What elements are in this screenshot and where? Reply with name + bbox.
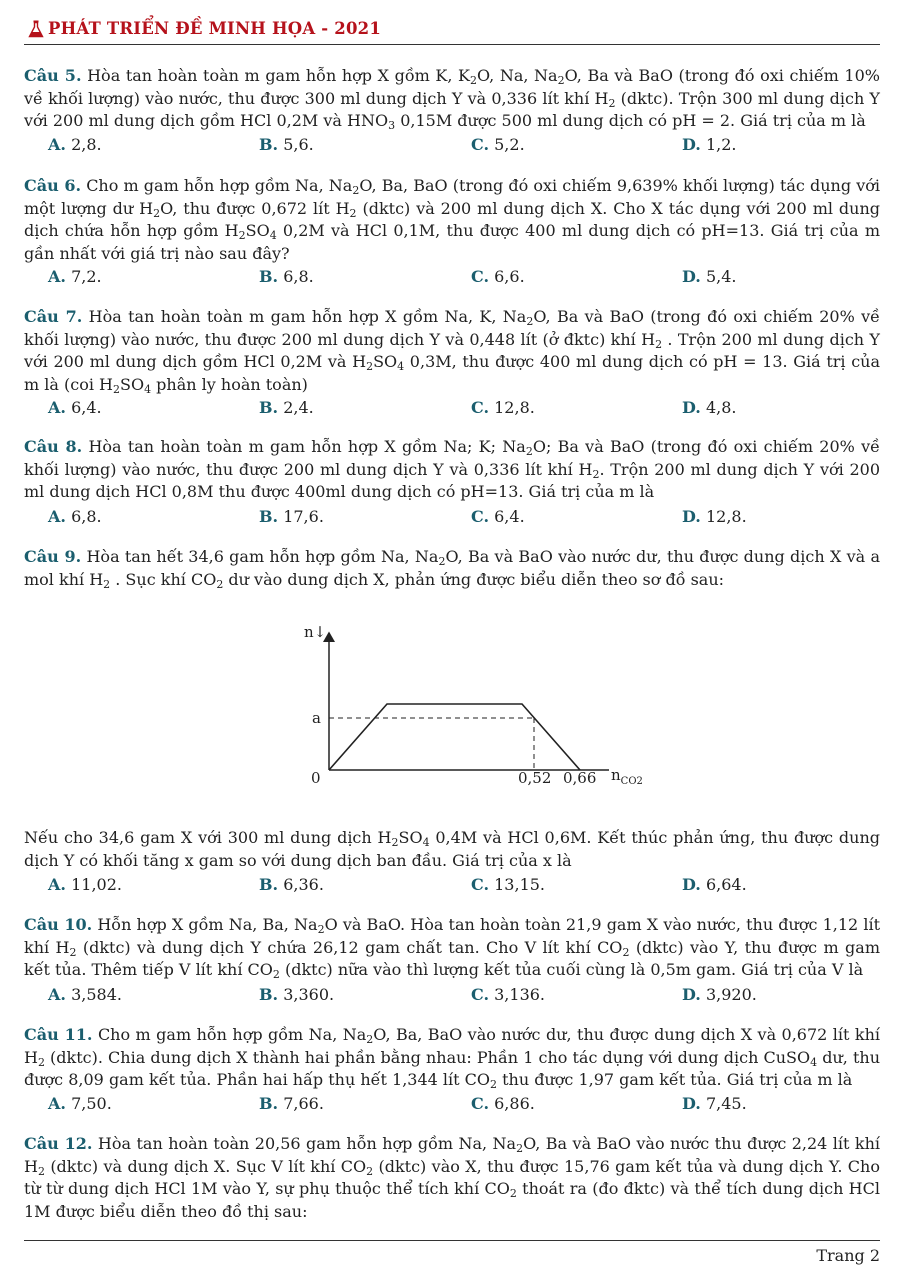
question-number: Câu 10. xyxy=(24,915,93,934)
option-a[interactable]: A. 7,50. xyxy=(48,1094,112,1113)
flask-icon xyxy=(28,20,44,38)
question-number: Câu 12. xyxy=(24,1134,93,1153)
page xyxy=(24,0,880,1280)
option-a[interactable]: A. 11,02. xyxy=(48,875,122,894)
option-c[interactable]: C. 13,15. xyxy=(471,875,546,894)
option-d[interactable]: D. 1,2. xyxy=(682,135,737,154)
footer-divider xyxy=(24,1240,880,1241)
question-8: Câu 8. Hòa tan hoàn toàn m gam hỗn hợp X gồm Na; K; $Na_2O$; Ba và BaO (trong đó oxi chiếm 20% về khối lượng) vào nước, thu được 200 ml dung dịch Y và 0,336 lít khí $H_2$. Trộn 200 ml dung dịch Y với 200 ml dung dịch HCl 0,8M thu được 400ml dung dịch có pH=13. Giá trị của m là xyxy=(24,437,880,501)
option-a[interactable]: A. 2,8. xyxy=(48,135,102,154)
question-12: Câu 12. Hòa tan hoàn toàn 20,56 gam hỗn hợp gồm Na, $Na_2O$, Ba và BaO vào nước thu được 2,24 lít khí $H_2$ (dktc) và dung dịch X. Sục V lít khí $CO_2$ (dktc) vào X, thu được 15,76 gam kết tủa và dung dịch Y. Cho từ từ dung dịch HCl 1M vào Y, sự phụ thuộc thể tích khí $CO_2$ thoát ra (đo đktc) và thể tích dung dịch HCl 1M được biểu diễn theo đồ thị sau: xyxy=(24,1134,881,1221)
question-number: Câu 9. xyxy=(24,547,82,566)
x-tick-052: 0,52 xyxy=(518,769,552,787)
option-c[interactable]: C. 12,8. xyxy=(471,398,535,417)
origin-label: 0 xyxy=(311,769,321,787)
answer-options xyxy=(24,507,880,531)
option-d[interactable]: D. 7,45. xyxy=(682,1094,747,1113)
question-6: Câu 6. Cho m gam hỗn hợp gồm Na, $Na_2O$, Ba, BaO (trong đó oxi chiếm 9,639% khối lượng) tác dụng với một lượng dư $H_2O$, thu được 0,672 lít $H_2$ (dktc) và 200 ml dung dịch X. Cho X tác dụng với 200 ml dung dịch chứa hỗn hợp gồm $H_2SO_4$ 0,2M và HCl 0,1M, thu được 400 ml dung dịch có pH=13. Giá trị của m gần nhất với giá trị nào sau đây? xyxy=(24,176,881,263)
question-number: Câu 6. xyxy=(24,176,82,195)
question-9-continuation: Nếu cho 34,6 gam X với 300 ml dung dịch $H_2SO_4$ 0,4M và HCl 0,6M. Kết thúc phản ứng, thu được dung dịch Y có khối tăng x gam so với dung dịch ban đầu. Giá trị của x là xyxy=(24,828,881,870)
option-d[interactable]: D. 6,64. xyxy=(682,875,747,894)
option-a[interactable]: A. 6,8. xyxy=(48,507,102,526)
option-a[interactable]: A. 6,4. xyxy=(48,398,102,417)
option-b[interactable]: B. 2,4. xyxy=(259,398,314,417)
option-a[interactable]: A. 3,584. xyxy=(48,985,122,1004)
option-c[interactable]: C. 6,4. xyxy=(471,507,525,526)
y-tick-a: a xyxy=(312,709,321,727)
option-b[interactable]: B. 3,360. xyxy=(259,985,335,1004)
option-b[interactable]: B. 17,6. xyxy=(259,507,324,526)
option-b[interactable]: B. 5,6. xyxy=(259,135,314,154)
answer-options xyxy=(24,135,880,159)
option-d[interactable]: D. 12,8. xyxy=(682,507,747,526)
question-number: Câu 7. xyxy=(24,307,83,326)
header xyxy=(24,16,880,45)
page-title: PHÁT TRIỂN ĐỀ MINH HỌA - 2021 xyxy=(48,19,381,38)
answer-options xyxy=(24,985,880,1009)
answer-options xyxy=(24,398,880,422)
option-b[interactable]: B. 6,36. xyxy=(259,875,324,894)
option-b[interactable]: B. 7,66. xyxy=(259,1094,324,1113)
question-number: Câu 11. xyxy=(24,1025,93,1044)
option-d[interactable]: D. 3,920. xyxy=(682,985,757,1004)
series-line xyxy=(329,704,580,770)
question-number: Câu 5. xyxy=(24,66,82,85)
page-number: Trang 2 xyxy=(816,1246,880,1265)
question-5: Câu 5. Hòa tan hoàn toàn m gam hỗn hợp X gồm K, $K_2O$, Na, $Na_2O$, Ba và BaO (trong đó oxi chiếm 10% về khối lượng) vào nước, thu được 300 ml dung dịch Y và 0,336 lít khí $H_2$ (dktc). Trộn 300 ml dung dịch Y với 200 ml dung dịch gồm HCl 0,2M và $HNO_3$ 0,15M được 500 ml dung dịch có pH = 2. Giá trị của m là xyxy=(24,66,880,132)
question-7: Câu 7. Hòa tan hoàn toàn m gam hỗn hợp X gồm Na, K, $Na_2O$, Ba và BaO (trong đó oxi chiếm 20% về khối lượng) vào nước, thu được 200 ml dung dịch Y và 0,448 lít (ở đktc) khí $H_2$ . Trộn 200 ml dung dịch Y với 200 ml dung dịch gồm HCl 0,2M và $H_2SO_4$ 0,3M, thu được 400 ml dung dịch có pH = 13. Giá trị của m là (coi $H_2SO_4$ phân ly hoàn toàn) xyxy=(24,307,881,396)
option-c[interactable]: C. 6,6. xyxy=(471,267,525,286)
option-c[interactable]: C. 6,86. xyxy=(471,1094,535,1113)
x-tick-066: 0,66 xyxy=(563,769,597,787)
question-number: Câu 8. xyxy=(24,437,83,456)
option-d[interactable]: D. 4,8. xyxy=(682,398,737,417)
option-c[interactable]: C. 5,2. xyxy=(471,135,525,154)
option-d[interactable]: D. 5,4. xyxy=(682,267,737,286)
question-10: Câu 10. Hỗn hợp X gồm Na, Ba, $Na_2O$ và BaO. Hòa tan hoàn toàn 21,9 gam X vào nước, thu được 1,12 lít khí $H_2$ (dktc) và dung dịch Y chứa 26,12 gam chất tan. Cho V lít khí $CO_2$ (dktc) vào Y, thu được m gam kết tủa. Thêm tiếp V lít khí $CO_2$ (dktc) nữa vào thì lượng kết tủa cuối cùng là 0,5m gam. Giá trị của V là xyxy=(24,915,881,981)
x-axis-label: $n_{CO2}$ xyxy=(611,766,643,787)
option-b[interactable]: B. 6,8. xyxy=(259,267,314,286)
option-a[interactable]: A. 7,2. xyxy=(48,267,102,286)
question-9: Câu 9. Hòa tan hết 34,6 gam hỗn hợp gồm Na, $Na_2O$, Ba và BaO vào nước dư, thu được dung dịch X và a mol khí $H_2$ . Sục khí $CO_2$ dư vào dung dịch X, phản ứng được biểu diễn theo sơ đồ sau: xyxy=(24,547,880,591)
option-c[interactable]: C. 3,136. xyxy=(471,985,546,1004)
answer-options xyxy=(24,875,880,899)
question-11: Câu 11. Cho m gam hỗn hợp gồm Na, $Na_2O$, Ba, BaO vào nước dư, thu được dung dịch X và 0,672 lít khí $H_2$ (dktc). Chia dung dịch X thành hai phần bằng nhau: Phần 1 cho tác dụng với dung dịch CuSO$_4$ dư, thu được 8,09 gam kết tủa. Phần hai hấp thụ hết 1,344 lít $CO_2$ thu được 1,97 gam kết tủa. Giá trị của m là xyxy=(24,1025,881,1091)
answer-options xyxy=(24,267,880,291)
answer-options xyxy=(24,1094,880,1118)
y-axis-label: n↓ xyxy=(304,623,327,641)
precipitate-vs-co2-chart xyxy=(274,615,654,795)
